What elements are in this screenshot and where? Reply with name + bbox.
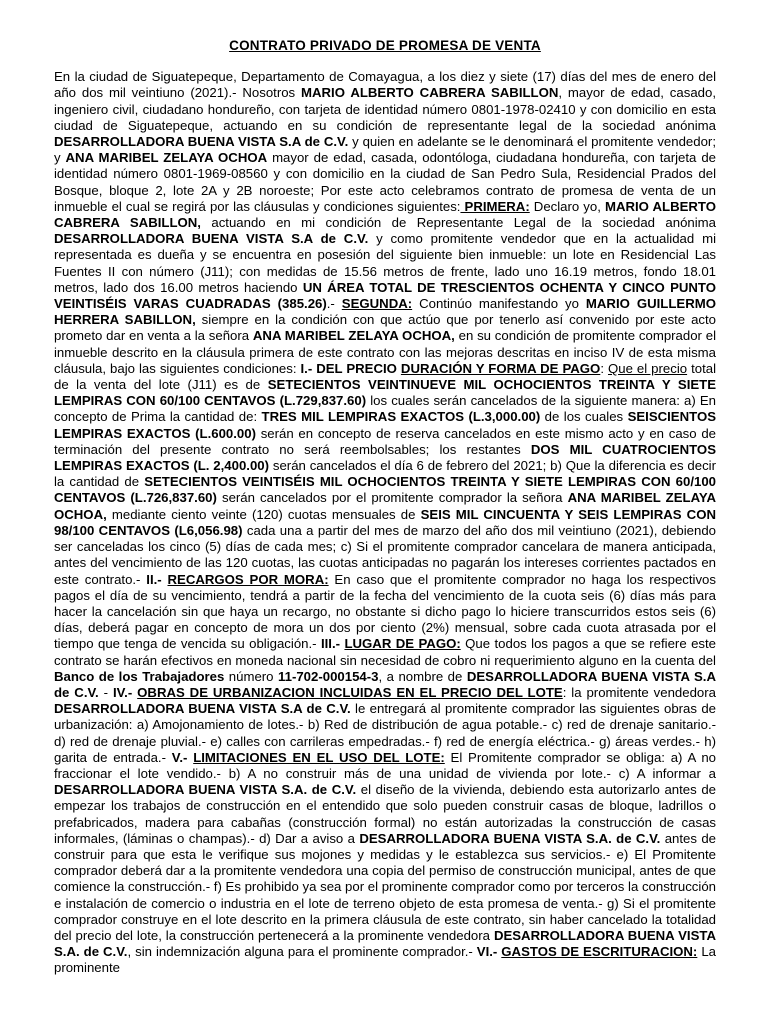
text-run: serán cancelados el día 6 de febrero del 2021; b) Que la diferencia es decir la cantidad de	[54, 458, 716, 490]
text-run: SETECIENTOS VEINTINUEVE MIL OCHOCIENTOS TREINTA Y SIETE LEMPIRAS CON 60/100 CENTAVOS (L.729,837.60)	[54, 377, 716, 409]
text-run: III.-	[320, 636, 345, 652]
text-run: le entregará al promitente comprador las siguientes obras de urbanización: a) Amojonamiento de lotes.- b) Red de distribución de agua potable.- c) red de drenaje sanitario.- d) red de drenaje pluvial.- e) calles con carrileras empedradas.- f) red de energía eléctrica.- g) áreas verdes.- h) garita de entrada.-	[54, 701, 716, 765]
text-run: PRIMERA:	[460, 198, 530, 214]
text-run: mayor de edad, casada, odontóloga, ciudadana hondureña, con tarjeta de identidad número 0801-1969-08560 y con domicilio en la ciudad de San Pedro Sula, Residencial Prados del Bosque, bloque 2, lote 2A y 2B noroeste; Por este acto celebramos contrato de promesa de venta de un inmueble el cual se regirá por las cláusulas y condiciones siguientes:	[54, 150, 716, 214]
text-run: Banco de los Trabajadores	[54, 668, 225, 684]
text-run: En caso que el promitente comprador no haga los respectivos pagos el día de su vencimiento, tendrá a partir de la fecha del vencimiento de la cuota seis (6) días más para hacer la cancelación sin que haya un recargo, no obstante si dicho pago lo hiciere transcurridos estos seis (6) días, deberá pagar en concepto de mora un dos por ciento (2%) mensual, sobre cada cuota atrasada por el tiempo que tenga de vencida su obligación.-	[54, 571, 716, 652]
text-run: siempre en la condición con que actúo que por tenerlo así convenido por este acto prometo dar en venta a la señora	[54, 312, 716, 344]
text-run: ANA MARIBEL ZELAYA OCHOA,	[54, 490, 716, 522]
text-run: y quien en adelante se le denominará el promitente vendedor; y	[54, 134, 716, 166]
text-run: DESARROLLADORA BUENA VISTA S.A de C.V.	[54, 231, 369, 247]
text-run: -	[98, 684, 113, 700]
text-run: MARIO ALBERTO CABRERA SABILLON,	[54, 198, 716, 231]
text-run: VI.-	[476, 944, 502, 960]
text-run: número	[224, 668, 279, 684]
text-run: mediante ciento veinte (120) cuotas mensuales de	[106, 506, 421, 522]
text-run: ANA MARIBEL ZELAYA OCHOA,	[252, 328, 455, 344]
text-run: TRES MIL LEMPIRAS EXACTOS (L.3,000.00)	[261, 409, 541, 425]
text-run: SEISCIENTOS LEMPIRAS EXACTOS (L.600.00)	[54, 409, 716, 441]
text-run: Que el precio	[607, 360, 688, 376]
text-run: MARIO GUILLERMO HERRERA SABILLON,	[54, 296, 716, 328]
text-run: El Promitente comprador se obliga: a) A no fraccionar el lote vendido.- b) A no construir más de una unidad de vivienda por lote.- c) A informar a	[54, 749, 716, 781]
text-run: Que todos los pagos a que se refiere este contrato se harán efectivos en moneda nacional sin necesidad de cobro ni requerimiento alguno en la cuenta del	[54, 636, 716, 668]
text-run: total de la venta del lote (J11) es de	[54, 360, 717, 393]
text-run: ANA MARIBEL ZELAYA OCHOA	[65, 150, 268, 166]
text-run: GASTOS DE ESCRITURACION:	[501, 944, 698, 960]
text-run: MARIO ALBERTO CABRERA SABILLON	[301, 85, 559, 101]
text-run: SETECIENTOS VEINTISÉIS MIL OCHOCIENTOS TREINTA Y SIETE LEMPIRAS CON 60/100 CENTAVOS (L.726,837.60)	[54, 474, 716, 506]
text-run: LUGAR DE PAGO:	[344, 636, 461, 652]
text-run: V.-	[171, 749, 194, 765]
text-run: DESARROLLADORA BUENA VISTA S.A de C.V.	[54, 701, 351, 717]
text-run: , a nombre de	[378, 668, 467, 684]
text-run: LIMITACIONES EN EL USO DEL LOTE:	[193, 749, 445, 765]
text-run: en su condición de promitente comprador el inmueble descrito en la cláusula primera de este contrato con las mejoras descritas en inciso IV de esta misma cláusula, bajo las siguientes condiciones:	[54, 328, 717, 376]
text-run: , sin indemnización alguna para el prominente comprador.-	[127, 944, 477, 960]
text-run: .-	[326, 296, 342, 312]
text-run: DESARROLLADORA BUENA VISTA S.A de C.V.	[54, 668, 716, 700]
text-run: DOS MIL CUATROCIENTOS LEMPIRAS EXACTOS (L. 2,400.00)	[54, 441, 716, 474]
text-run: , mayor de edad, casado, ingeniero civil, ciudadano hondureño, con tarjeta de identidad número 0801-1978-02410 y con domicilio en esta ciudad de Siguatepeque, actuando en su condición de representante legal de la sociedad anónima	[54, 85, 716, 133]
text-run: :	[600, 360, 608, 376]
text-run: SEGUNDA:	[341, 296, 413, 312]
document-body	[54, 69, 716, 976]
text-run: RECARGOS POR MORA:	[167, 571, 329, 587]
text-run: el diseño de la vivienda, debiendo esta autorizarlo antes de empezar los trabajos de construcción en el entendido que solo pueden construir casas de bloque, ladrillos o prefabricados, madera para cabañas (construcción formal) no están autorizadas la construcción de casas informales, (láminas o champas).- d) Dar a aviso a	[54, 782, 716, 846]
text-run: serán cancelados por el promitente comprador la señora	[216, 490, 568, 506]
text-run: I.- DEL PRECIO	[300, 360, 401, 376]
text-run: II.-	[146, 571, 168, 587]
text-run: UN ÁREA TOTAL DE TRESCIENTOS OCHENTA Y CINCO PUNTO VEINTISÉIS VARAS CUADRADAS (385.26)	[54, 279, 717, 312]
text-run: serán en concepto de reserva cancelados en este mismo acto y en caso de terminación del presente contrato no será reembolsables; los restantes	[54, 425, 716, 457]
text-run: y como promitente vendedor que en la actualidad mi representada es dueña y se encuentra en posesión del siguiente bien inmueble: un lote en Residencial Las Fuentes II con número (J11); con medidas de 15.56 metros de frente, lado uno 16.19 metros, fondo 18.01 metros, lado dos 16.00 metros haciendo	[54, 231, 716, 295]
text-run: La prominente	[54, 944, 716, 976]
text-run: DESARROLLADORA BUENA VISTA S.A de C.V.	[54, 134, 349, 150]
text-run: actuando en mi condición de Representante Legal de la sociedad anónima	[200, 215, 716, 231]
text-run: SEIS MIL CINCUENTA Y SEIS LEMPIRAS CON 98/100 CENTAVOS (L6,056.98)	[54, 506, 716, 538]
document-title: CONTRATO PRIVADO DE PROMESA DE VENTA	[229, 38, 541, 53]
text-run: En la ciudad de Siguatepeque, Departamento de Comayagua, a los diez y siete (17) días del mes de enero del año dos mil veintiuno (2021).- Nosotros	[54, 69, 716, 101]
text-run: Declaro yo,	[529, 198, 605, 214]
text-run: cada una a partir del mes de marzo del año dos mil veintiuno (2021), debiendo ser canceladas los cinco (5) días de cada mes; c) Si el promitente comprador cancelara de manera anticipada, antes del vencimiento de las 120 cuotas, las cuotas anticipadas no pagarán los intereses corrientes pactados en este contrato.-	[54, 522, 716, 587]
text-run: IV.-	[112, 684, 138, 700]
text-run: DESARROLLADORA BUENA VISTA S.A. de C.V.	[359, 830, 661, 846]
text-run: DESARROLLADORA BUENA VISTA S.A. de C.V.	[54, 927, 716, 960]
text-run: de los cuales	[540, 409, 628, 425]
text-run: : la promitente vendedora	[562, 684, 716, 700]
text-run: 11-702-000154-3	[278, 668, 379, 684]
text-run: Continúo manifestando yo	[412, 296, 586, 312]
text-run: DESARROLLADORA BUENA VISTA S.A. de C.V.	[54, 782, 357, 798]
text-run: DURACIÓN Y FORMA DE PAGO	[400, 360, 601, 376]
text-run: antes de construir para que esta le verifique sus mojones y medidas y le establezca sus servicios.- e) El Promitente comprador deberá dar a la promitente vendedora una copia del permiso de construcción municipal, antes de que comience la construcción.- f) Es prohibido ya sea por el prominente comprador como por terceros la construcción e instalación de comercio o industria en el lote de terreno objeto de esta promesa de venta.- g) Si el promitente comprador construye en el lote descrito en la primera cláusula de este contrato, sin haber cancelado la totalidad del precio del lote, la construcción pertenecerá a la prominente vendedora	[54, 830, 716, 943]
text-run: OBRAS DE URBANIZACION INCLUIDAS EN EL PRECIO DEL LOTE	[137, 684, 563, 700]
text-run: los cuales serán cancelados de la siguiente manera: a) En concepto de Prima la cantidad de:	[54, 393, 716, 425]
